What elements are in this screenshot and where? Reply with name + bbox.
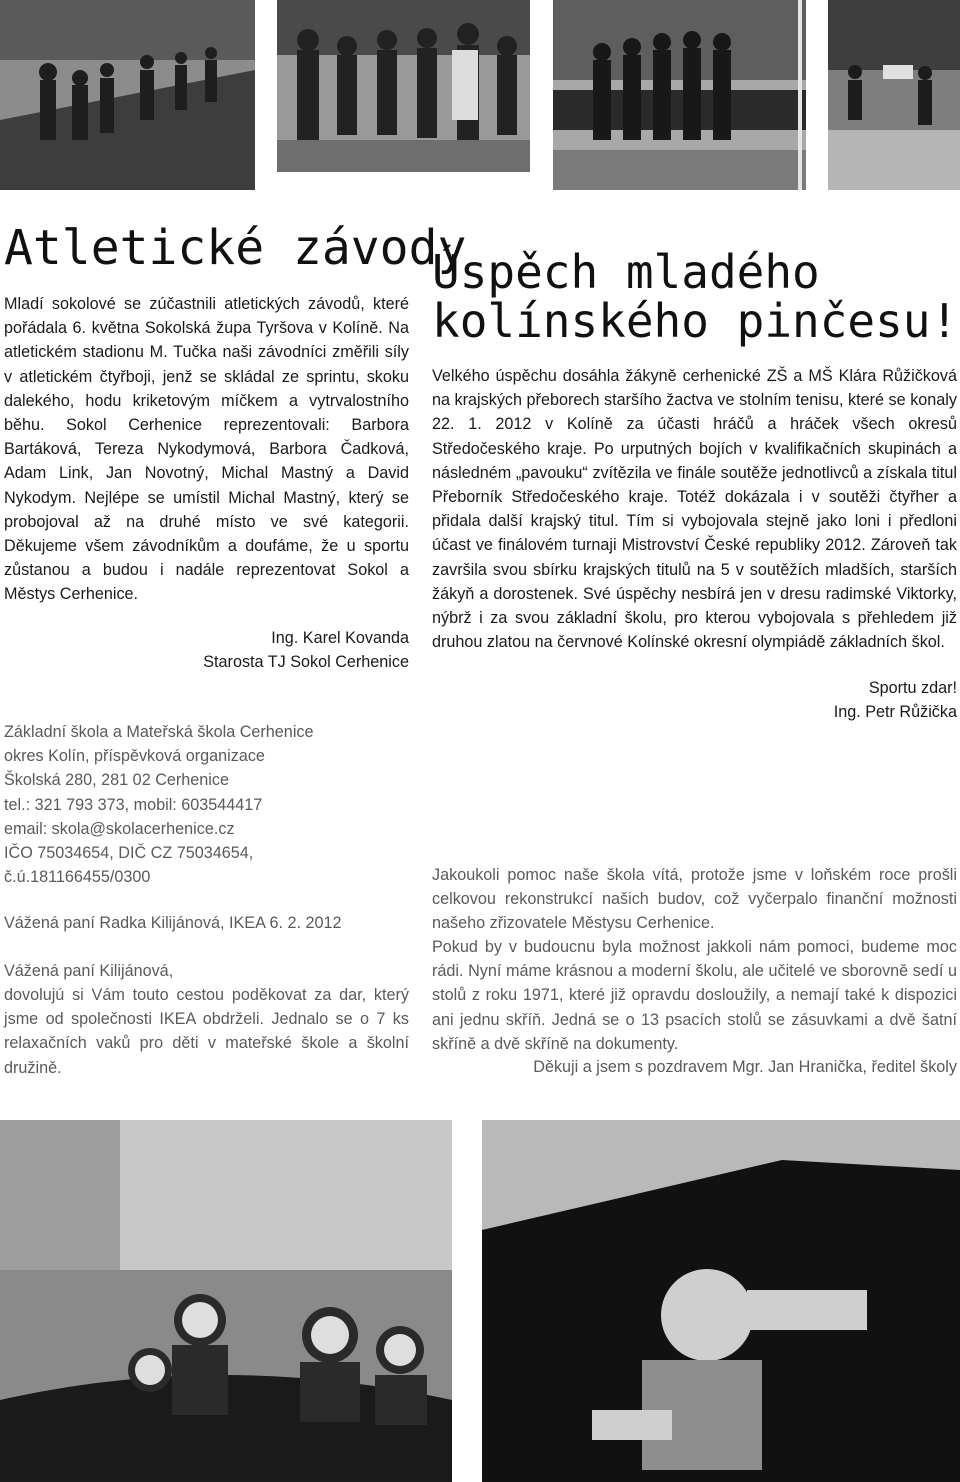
photo-children-group (277, 0, 530, 172)
letter-body-right-p1: Jakoukoli pomoc naše škola vítá, protože jsme v loňském roce prošli celkovou rekonstrukcí našich budov, což vyčerpalo finanční možnosti našeho zřizovatele Městysu Cerhenice. (432, 866, 957, 933)
letter-closing: Děkuji a jsem s pozdravem Mgr. Jan Hranička, ředitel školy (533, 1058, 957, 1076)
address-line: Školská 280, 281 02 Cerhenice (4, 771, 229, 790)
photo-children-bean-bags (0, 1120, 452, 1482)
right-article-title-line2: kolínského pinčesu! (432, 294, 959, 348)
right-article-body: Velkého úspěchu dosáhla žákyně cerhenické ZŠ a MŠ Klára Růžičková na krajských přeborech staršího žactva ve stolním tenisu, které se konaly 22. 1. 2012 v Kolíně za účasti hráčů a hráček všech okresů Středočeského kraje. Po urputných bojích v kvalifikačních skupinách a následném „pavouku“ zvítězila ve finále soutěže jednotlivců a získala titul Přeborník Středočeského kraje. Totéž dokázala i v soutěži čtyřher a přidala další krajský titul. Tím si vybojovala stejně jako loni i předloni účast ve finálovém turnaji Mistrovství České republiky 2012. Zároveň tak završila svou sbírku krajských titulů na 5 v soutěžích mladších, starších žákyň a dorostenek. Své úspěchy nesbírá jen v dresu radimské Viktorky, nýbrž i za svou základní školu, pro kterou vybojovala s přehledem již druhou zlatou na červnové Kolínské okresní olympiádě základních škol. (432, 367, 957, 652)
school-address-block (4, 720, 409, 889)
address-line: okres Kolín, příspěvková organizace (4, 747, 265, 766)
left-article-signature-name: Ing. Karel Kovanda (271, 629, 409, 647)
address-line: č.ú.181166455/0300 (4, 868, 151, 887)
photo-child-on-bean-bag (482, 1120, 960, 1482)
address-line: Základní škola a Mateřská škola Cerhenice (4, 723, 314, 741)
right-article-closing: Sportu zdar! (868, 679, 957, 697)
right-article-signature: Ing. Petr Růžička (833, 703, 957, 721)
address-line: IČO 75034654, DIČ CZ 75034654, (4, 844, 254, 863)
address-line: email: skola@skolacerhenice.cz (4, 819, 235, 838)
photo-long-jump (828, 0, 960, 190)
letter-salutation: Vážená paní Kilijánová, (4, 962, 174, 980)
left-article-title: Atletické závody (4, 220, 467, 276)
letter-body-left: dovolujú si Vám touto cestou poděkovat za dar, který jsme od společnosti IKEA obdrželi. Jednalo se o 7 ks relaxačních vaků pro děti v mateřské škole a školní družině. (4, 986, 409, 1077)
photo-team-banner (553, 0, 806, 190)
left-article-body: Mladí sokolové se zúčastnili atletických závodů, které pořádala 6. května Sokolská župa Tyršova v Kolíně. Na atletickém stadionu M. Tučka naši závodníci změřili síly v atletickém čtyřboji, jenž se skládal ze sprintu, skoku dalekého, hodu kriketovým míčkem a vytrvalostního běhu. Sokol Cerhenice reprezentovali: Barbora Bartáková, Tereza Nykodymová, Barbora Čadková, Adam Link, Jan Novotný, Michal Mastný a David Nykodym. Nejlépe se umístil Michal Mastný, který se probojoval až na druhé místo ve své kategorii. Děkujeme všem závodníkům a doufáme, že u sportu zůstanou a budou i nadále reprezentovat Sokol a Městys Cerhenice. (4, 295, 409, 604)
left-article-signature-title: Starosta TJ Sokol Cerhenice (203, 653, 409, 671)
letter-body-right-p2: Pokud by v budoucnu byla možnost jakkoli nám pomoci, budeme moc rádi. Nyní máme krásnou a moderní školu, ale učitelé ve sborovně sedí u stolů z roku 1971, které již opravdu dosloužily, a nemají také k dispozici ani jednu skříň. Jedná se o 13 psacích stolů se zásuvkami a dvě šatní skříně a dvě skříně na dokumenty. (432, 938, 957, 1053)
photo-track-children-lineup (0, 0, 255, 190)
letter-recipient-line: Vážená paní Radka Kilijánová, IKEA 6. 2. 2012 (4, 914, 342, 932)
right-article-title-line1: Úspěch mladého (432, 245, 820, 299)
address-line: tel.: 321 793 373, mobil: 603544417 (4, 795, 263, 814)
